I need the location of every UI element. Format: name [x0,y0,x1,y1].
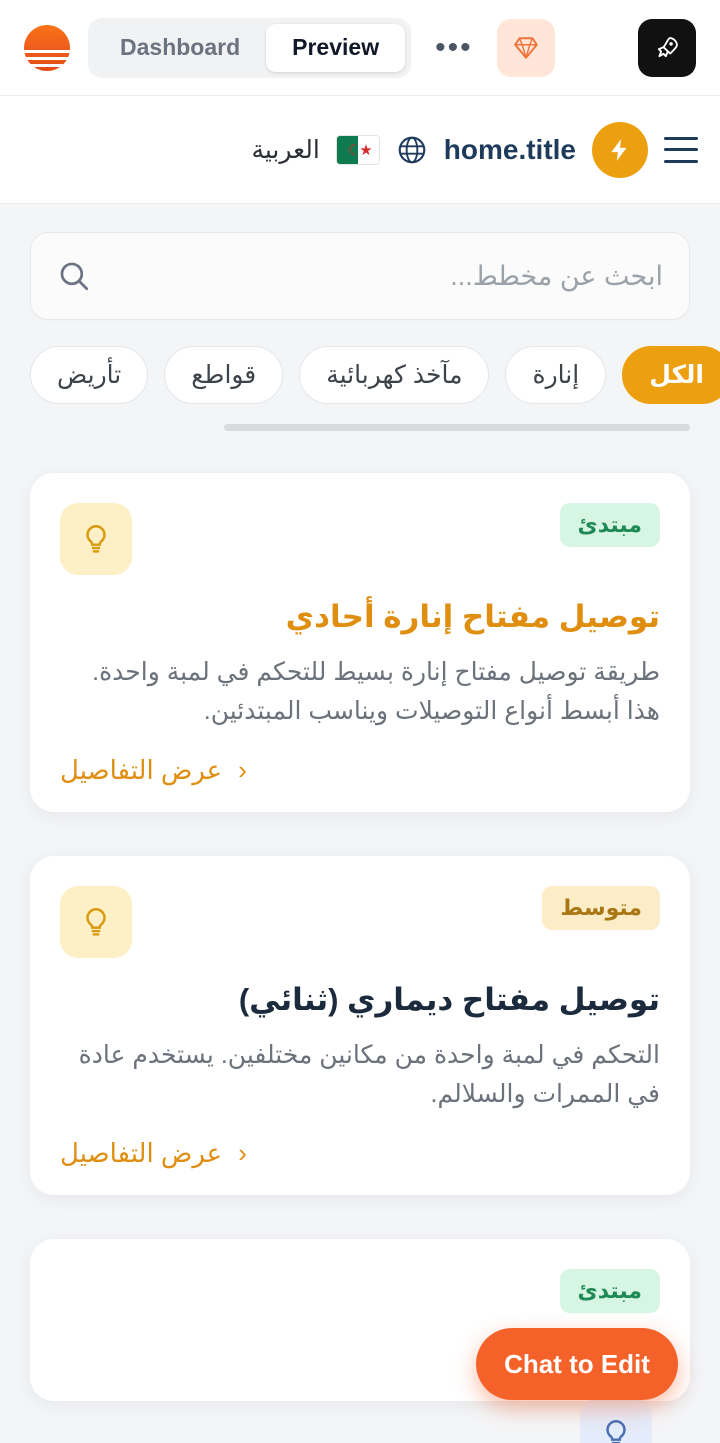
publish-button[interactable] [638,19,696,77]
table-row[interactable] [30,473,690,812]
status-badge: مبتدئ [560,1269,660,1313]
chip-lighting[interactable]: إنارة [505,346,606,404]
view-details-label: عرض التفاصيل [60,754,223,785]
filter-chips [30,346,704,412]
card-header [60,886,660,958]
chips-scrollbar[interactable] [224,424,690,431]
tab-preview[interactable]: Preview [266,24,405,72]
more-options-button[interactable]: ••• [435,30,473,64]
gem-button[interactable] [497,19,555,77]
bolt-icon [607,137,633,163]
app-header [0,96,720,204]
chevron-left-icon: ‹ [238,755,247,786]
card-title: توصيل مفتاح إنارة أحادي [285,599,660,634]
sun-logo [24,25,70,71]
tab-dashboard[interactable]: Dashboard [94,24,266,72]
chip-qawate[interactable]: قواطع [164,346,283,404]
search-input[interactable] [109,261,663,292]
globe-icon[interactable] [396,134,428,166]
page-title: home.title [443,133,576,165]
builder-toolbar [0,0,720,96]
assistant-bulb-icon[interactable] [580,1398,652,1443]
search-bar[interactable] [30,232,690,320]
chevron-left-icon: ‹ [238,1138,247,1169]
lightbulb-icon [60,886,132,958]
view-details-link[interactable] [60,755,660,786]
hamburger-icon[interactable] [664,137,698,163]
algeria-flag [336,135,380,165]
chip-tareed[interactable]: تأريض [30,346,148,404]
rocket-icon [653,34,681,62]
gem-icon [513,35,539,61]
view-details-label: عرض التفاصيل [60,1137,223,1168]
card-description: التحكم في لمبة واحدة من مكانين مختلفين. يستخدم عادة في الممرات والسلالم. [78,1041,660,1108]
card-header [60,503,660,575]
status-badge: مبتدئ [560,503,660,547]
search-icon [57,259,91,293]
view-details-link[interactable] [60,1138,660,1169]
card-description: طريقة توصيل مفتاح إنارة بسيط للتحكم في لمبة واحدة. هذا أبسط أنواع التوصيلات ويناسب المبتدئين. [92,658,660,726]
card-title: توصيل مفتاح ديماري (ثنائي) [238,981,660,1017]
language-label[interactable]: العربية [251,135,320,164]
main-content [0,204,720,1401]
table-row[interactable] [30,856,690,1195]
status-badge: متوسط [542,886,660,930]
chip-all[interactable]: الكل [622,346,720,404]
chat-to-edit-button[interactable]: Chat to Edit [476,1328,678,1400]
view-mode-switch [88,18,411,78]
lightbulb-icon [60,503,132,575]
diagram-card-list [30,473,690,1401]
chip-sockets[interactable]: مآخذ كهربائية [299,346,489,404]
bolt-button[interactable] [592,122,648,178]
